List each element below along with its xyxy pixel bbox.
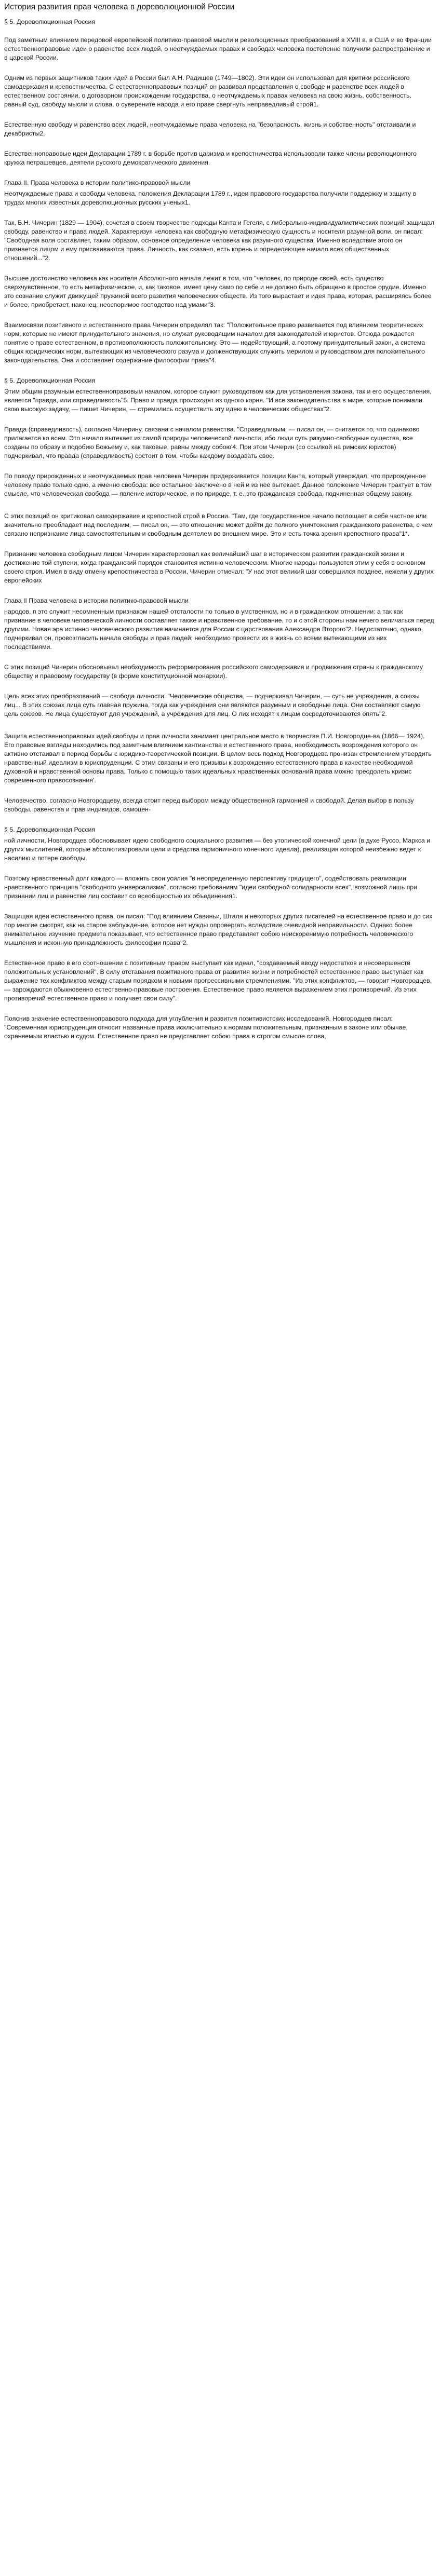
paragraph: Защита естественноправовых идей свободы и прав личности занимает центральное место в творчестве П.И. Новгородце-ва (1866— 1924). Его правовые взгляды находились под заметным влиянием кантианства и естественного права, необходимость возрождения которого он активно отстаивал в период борьбы с юридико-теоретической позиции. В целом весь подход Новгородцева пронизан стремлением утвердить нравственный идеализм в юриспруденции. С этим связаны и его призывы к возрождению естественного права в качестве необходимой духовной и нравственной основы права. Только с помощью таких идеальных нравственных оснований права можно преодолеть кризис современного правосознания'. bbox=[4, 733, 432, 784]
paragraph: С этих позиций Чичерин обосновывал необходимость реформирования российского самодержавия и продвижения страны к гражданскому обществу и правовому государству (в форме конституционной монархии). bbox=[4, 663, 423, 680]
paragraph: Пояснив значение естественноправового подхода для углубления и развития позитивистских исследований, Новгородцев писал: "Современная юриспруденция относит названные права исключительно к нормам положительным, признанным в законе или обычае, охраняемым властью и судом. Естественное право не представляет собою права в строгом смысле слова, bbox=[4, 1015, 408, 1040]
paragraph: народов, п это служит несомненным признаком нашей отсталости по только в умственном, но и в гражданском отношении: а так как признание в человеке человеческой личности составляет также и нравственное требование, то и с этой стороны нам нечего величаться перед другими. Новая эра истинно человеческого развития начинается для России с царствования Александра Второго"2. Недостаточно, однако, подчеркивал он, провозгласить начала свободы и прав людей; необходимо провести их в жизнь со всеми вытекающими из них последствиями. bbox=[4, 608, 434, 650]
section-heading: § 5. Дореволюционная Россия bbox=[4, 377, 96, 384]
paragraph: По поводу прирожденных и неотчуждаемых прав человека Чичерин придерживается позиции Канта, который утверждал, что прирожденное человеку право только одно, а именно свобода: все остальное заключено в ней и из нее вытекает. Данное положение Чичерин трактует в том смысле, что человеческая свобода — явление историческое, и по природе, т. е. это гражданская свобода, подчиненная общему закону. bbox=[4, 472, 432, 497]
paragraph: Признание человека свободным лицом Чичерин характеризовал как величайший шаг в историческом развитии гражданской жизни и достижение той ступени, когда гражданский порядок становится истинно человеческим. Многие народы пользуются этим у себя в основном своего строя. Имея в виду отмену крепостничества в России, Чичерин отмечал: "У нас этот великий шаг совершился позднее, нежели у других европейских bbox=[4, 550, 434, 584]
paragraph: Естественную свободу и равенство всех людей, неотчуждаемые права человека на "безопасность, жизнь и собственность" отстаивали и декабристы2. bbox=[4, 121, 416, 137]
paragraph: Так, Б.Н. Чичерин (1829 — 1904), сочетая в своем творчестве подходы Канта и Гегеля, с либерально-индивидуалистических позиций защищал свободу, равенство и права людей. Характеризуя человека как свободную метафизическую сущность и носителя разумной воли, он писал: "Свободная воля составляет, таким образом, основное определение человека как разумного существа. Именно вследствие этого он признается лицом и ему присваиваются права. Личность, как сказано, есть корень и определяющее начало всех общественных отношений..."2. bbox=[4, 219, 435, 262]
paragraph: Естественноправовые идеи Декларации 1789 г. в борьбе против царизма и крепостничества использовали также члены революционного кружка петрашевцев, деятели русского демократического движения. bbox=[4, 150, 417, 166]
paragraph: Поэтому нравственный долг каждого — вложить свои усилия "в неопределенную перспективу грядущего", содействовать реализации нравственного принципа "свободного универсализма", согласно требованиям "идеи свободной солидарности всех", возможной лишь при признании лиц и равенстве лиц составит со всеобщностью их объединения1. bbox=[4, 875, 418, 900]
document-body bbox=[4, 36, 435, 1041]
paragraph: С этих позиций он критиковал самодержавие и крепостной строй в России. "Там, где государственное начало поглощает в себе частное или значительно преобладает над последним, — писал он, — это отношение может дойти до полного уничтожения гражданского равенства, с чем связано непризнание лица самостоятельным и свободным деятелем во внешнем мире. Это и есть точка зрения крепостного права"1*. bbox=[4, 512, 433, 537]
paragraph: Одним из первых защитников таких идей в России был А.Н. Радищев (1749—1802). Эти идеи он использовал для критики российского самодержавия и крепостничества. С естественноправовых позиций он развивал представления о свободе и равенстве всех людей в естественном состоянии, о договорном происхождении государства, о неотчуждаемых правах человека на свою жизнь, собственность, равный суд, свободу мысли и слова, о суверените народа и его праве свергнуть неправедливый строй1. bbox=[4, 74, 411, 108]
page-title: История развития прав человека в дореволюционной России bbox=[4, 3, 235, 11]
section-heading: § 5. Дореволюционная Россия bbox=[4, 826, 96, 833]
section-heading: Глава II. Права человека в истории политико-правовой мысли bbox=[4, 179, 191, 186]
paragraph: Защищая идеи естественного права, он писал: "Под влиянием Савиньи, Шталя и некоторых других писателей на естественное право и до сих пор многие смотрят, как на старое заблуждение, которое нет нужды опровергать вследствие очевидной неправильности. Однако более внимательное изучение предмета показывает, что естественное право представляет собою неискоренимую потребность человеческого мышления и исконную принадлежность философии права"2. bbox=[4, 913, 433, 946]
document-page bbox=[0, 2, 440, 1041]
paragraph: Высшее достоинство человека как носителя Абсолютного начала лежит в том, что "человек, по природе своей, есть существо сверхчувственное, то есть метафизическое, и, как таковое, имеет цену само по себе и не должно быть обращено в простое орудие. Именно это сознание служит движущей пружиной всего развития человеческих обществ. Из того вырастает и идея права, которая, расширяясь более и более, приобретает, наконец, неоспоримое господство над умами"3. bbox=[4, 275, 432, 308]
paragraph: Неотчуждаемые права и свободы человека, положения Декларации 1789 г., идеи правового государства получили поддержку и защиту в трудах многих известных дореволюционных русских ученых1. bbox=[4, 190, 417, 206]
paragraph: Взаимосвязи позитивного и естественного права Чичерин определял так: "Положительное право развивается под влиянием теоретических норм, которые не имеют принудительного значения, но служат руководящим началом для законодателей и юристов. Отсюда рождается понятие о праве естественном, в противоположность положительному. Это — недействующий, а поэтому принудительный закон, а система общих юридических норм, вытекающих из человеческого разума и долженствующих служить мерилом и руководством для положительного законодательства. Она и составляет содержание философии права"4. bbox=[4, 321, 425, 364]
paragraph: Естественное право в его соотношении с позитивным правом выступает как идеал, "создаваемый вводу недостатков и несовершенств положительных установлений". В силу отставания позитивного права от развития жизни и потребностей естественное право выступает как выражение тех конфликтов между старым порядком и новыми прогрессивными стремлениями. "Из этих конфликтов, — говорит Новгородцев, — зарождаются обыкновенно естественно-правовые построения. Естественное право является выражением этих противоречий. Из этих противоречий естественное право и получает свои силу". bbox=[4, 959, 432, 1002]
section-heading: § 5. Дореволюционная Россия bbox=[4, 18, 96, 25]
paragraph: Человечество, согласно Новгородцеву, всегда стоит перед выбором между общественной гармонией и свободой. Делая выбор в пользу свободы, равенства и прав индивидов, самоцен- bbox=[4, 797, 414, 813]
paragraph: Правда (справедливость), согласно Чичерину, связана с началом равенства. "Справедливым, — писал он, — считается то, что одинаково прилагается ко всем. Это начало вытекает из самой природы человеческой личности, ибо люди суть разумно-свободные существа, все созданы по образу и подобию Божьему и, как таковые, равны между собою'4. При этом Чичерин (со ссылкой на римских юристов) подчеркивал, что правда (справедливость) состоит в том, чтобы каждому воздавать свое. bbox=[4, 426, 420, 459]
section-heading: Глава II Права человека в истории политико-правовой мысли bbox=[4, 597, 189, 604]
paragraph: Под заметным влиянием передовой европейской политико-правовой мысли и революционных преобразований в XVIII в. в США и во Франции естественноправовые идеи о равенстве всех людей, о неотчуждаемых правах и свободах человека постепенно получили распространение и в царской России. bbox=[4, 36, 432, 61]
paragraph: Цель всех этих преобразований — свобода личности. "Человеческие общества, — подчеркивал Чичерин, — суть не учреждения, а союзы лиц... В этих союзах лица суть главная пружина, тогда как учреждения они являются разумным и свободные лица. Они составляют самую цель союзов. Не лица существуют для учреждений, а учреждения для лиц. О лих исходят к лицам сосредоточиваются опять"2. bbox=[4, 693, 421, 717]
paragraph: ной личности, Новгородцев обосновывает идею свободного социального развития — без утопической конечной цели (в духе Руссо, Маркса и других мыслителей, которые абсолютизировали цели и средства гармоничного конечного идеала), реализация которой неизбежно ведет к насилию и потере свободы. bbox=[4, 837, 431, 862]
paragraph: Этим общим разумным естественноправовым началом, которое служит руководством как для установления закона, так и его осуществления, является "правда, или справедливость"5. Право и правда происходят из одного корня. "И все законодательства в мире, которые понимали свою высокую задачу, — пишет Чичерин, — стремились осуществить эту идею в человеческих обществах"2. bbox=[4, 388, 432, 413]
